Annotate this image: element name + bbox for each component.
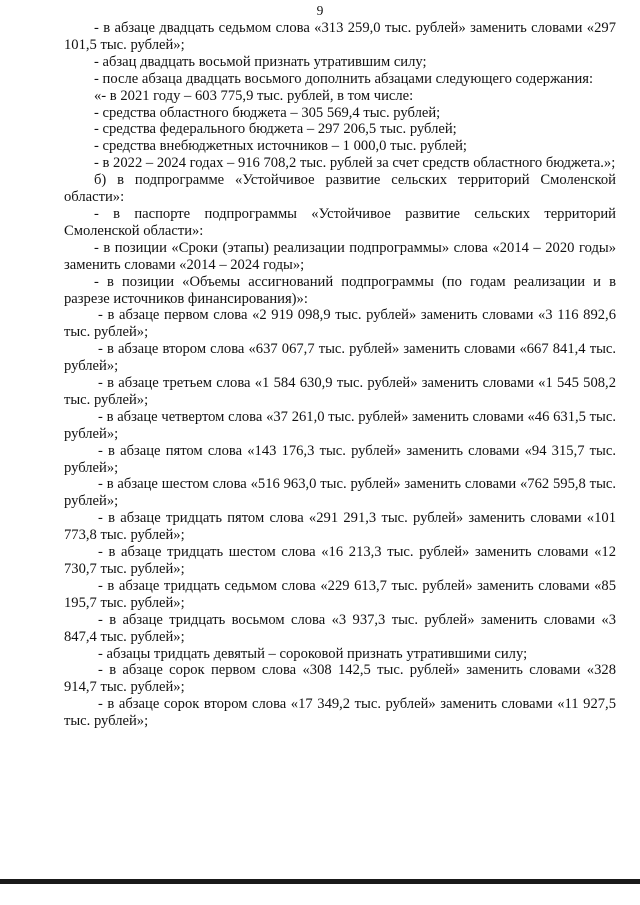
paragraph: - в абзаце сорок втором слова «17 349,2 тыс. рублей» заменить словами «11 927,5 тыс. рублей»; [64, 696, 616, 730]
paragraph: - в абзаце тридцать шестом слова «16 213,3 тыс. рублей» заменить словами «12 730,7 тыс. рублей»; [64, 544, 616, 577]
paragraph: - в абзаце четвертом слова «37 261,0 тыс. рублей» заменить словами «46 631,5 тыс. рублей»; [64, 408, 616, 442]
paragraph: - средства федерального бюджета – 297 206,5 тыс. рублей; [94, 121, 457, 138]
paragraph: - в абзаце тридцать восьмом слова «3 937,3 тыс. рублей» заменить словами «3 847,4 тыс. рублей»; [64, 611, 616, 645]
paragraph: б) в подпрограмме «Устойчивое развитие сельских территорий Смоленской области»: [64, 172, 616, 206]
paragraph: - в абзаце третьем слова «1 584 630,9 тыс. рублей» заменить словами «1 545 508,2 тыс. рублей»; [64, 375, 616, 408]
paragraph: - средства областного бюджета – 305 569,4 тыс. рублей; [94, 104, 441, 121]
paragraph: - в абзаце сорок первом слова «308 142,5 тыс. рублей» заменить словами «328 914,7 тыс. рублей»; [64, 662, 616, 696]
paragraph: - абзацы тридцать девятый – сороковой признать утратившими силу; [98, 645, 528, 662]
page-bottom-border [0, 879, 640, 884]
page-number: 9 [316, 3, 324, 18]
paragraph: - в абзаце шестом слова «516 963,0 тыс. рублей» заменить словами «762 595,8 тыс. рублей»; [64, 476, 616, 510]
paragraph: - в абзаце двадцать седьмом слова «313 259,0 тыс. рублей» заменить словами «297 101,5 тыс. рублей»; [64, 20, 616, 53]
paragraph: - в паспорте подпрограммы «Устойчивое развитие сельских территорий Смоленской области»: [64, 205, 616, 239]
paragraph: - абзац двадцать восьмой признать утратившим силу; [94, 53, 427, 70]
paragraph: - в позиции «Объемы ассигнований подпрограммы (по годам реализации и в разрезе источников финансирования)»: [64, 273, 616, 307]
paragraph: - в абзаце первом слова «2 919 098,9 тыс. рублей» заменить словами «3 116 892,6 тыс. рублей»; [64, 307, 616, 341]
paragraph: - средства внебюджетных источников – 1 000,0 тыс. рублей; [94, 138, 467, 155]
paragraph: - в абзаце тридцать пятом слова «291 291,3 тыс. рублей» заменить словами «101 773,8 тыс. рублей»; [64, 510, 616, 544]
paragraph: - в абзаце втором слова «637 067,7 тыс. рублей» заменить словами «667 841,4 тыс. рублей»; [64, 341, 616, 375]
paragraph: «- в 2021 году – 603 775,9 тыс. рублей, в том числе: [94, 87, 414, 104]
paragraph: - после абзаца двадцать восьмого дополнить абзацами следующего содержания: [94, 70, 594, 87]
paragraph: - в абзаце пятом слова «143 176,3 тыс. рублей» заменить словами «94 315,7 тыс. рублей»; [64, 442, 616, 476]
paragraph: - в абзаце тридцать седьмом слова «229 613,7 тыс. рублей» заменить словами «85 195,7 тыс. рублей»; [64, 577, 616, 611]
paragraph: - в позиции «Сроки (этапы) реализации подпрограммы» слова «2014 – 2020 годы» заменить словами «2014 – 2024 годы»; [64, 239, 616, 273]
document-body [64, 20, 616, 730]
paragraph: - в 2022 – 2024 годах – 916 708,2 тыс. рублей за счет средств областного бюджета.»; [94, 155, 616, 172]
